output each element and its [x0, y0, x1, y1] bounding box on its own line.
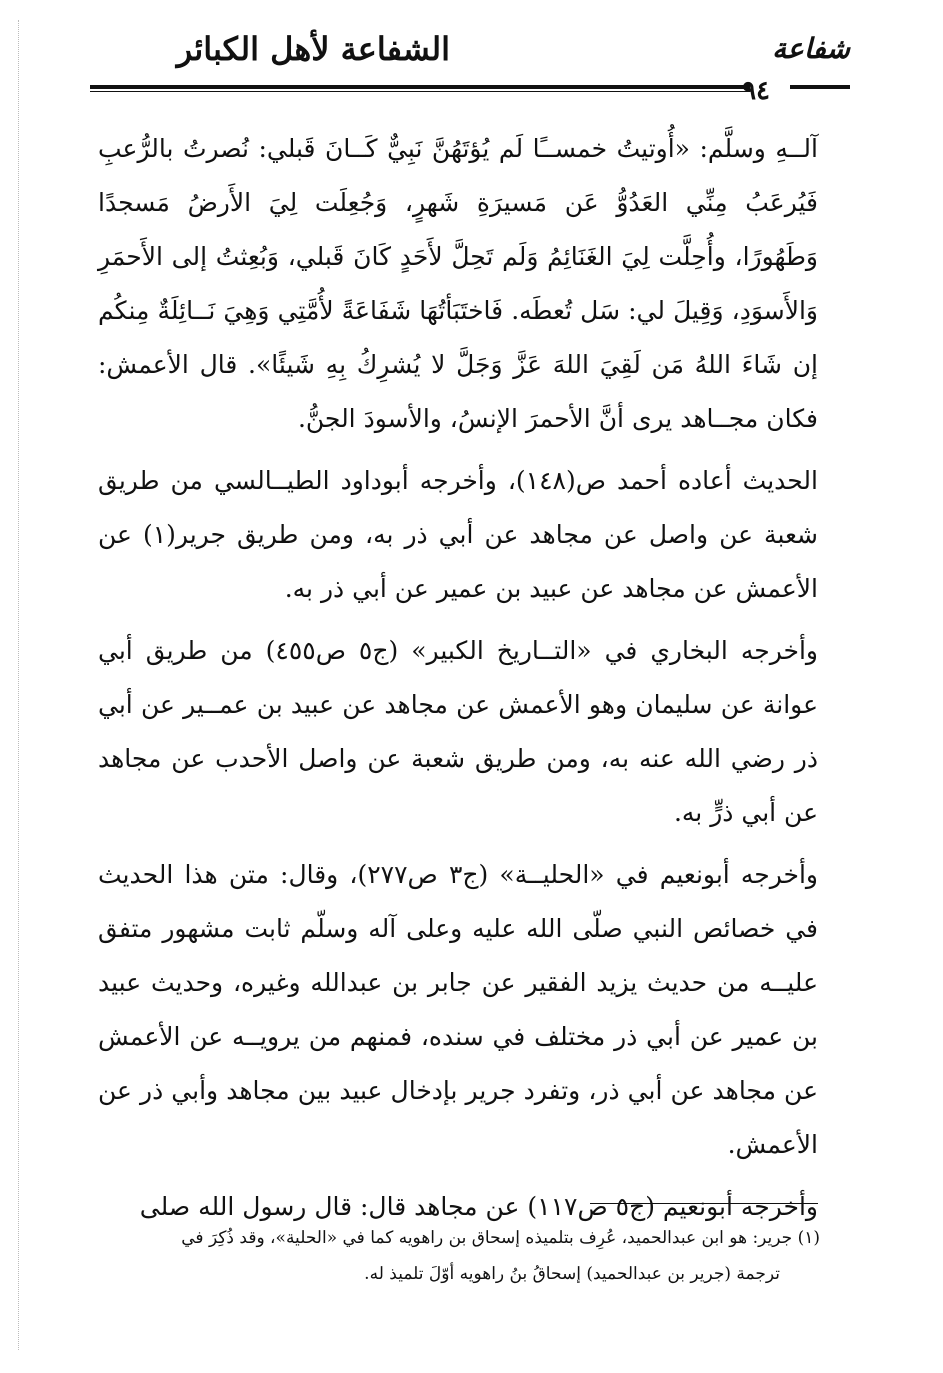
main-text	[98, 122, 818, 1234]
page-number: ٩٤	[742, 76, 770, 106]
paragraph: الحديث أعاده أحمد ص(١٤٨)، وأخرجه أبوداود الطيــالسي من طريق شعبة عن واصل عن مجاهد عن أبي ذر به، ومن طريق جرير(١) عن الأعمش عن مجاهد عن عبيد بن عمير عن أبي ذر به.	[98, 466, 818, 603]
paragraph: آلــهِ وسلَّم: «أُوتيتُ خمســًا لَم يُؤتَهُنَّ نَبِيٌّ كَــانَ قَبلي: نُصرتُ بالرُّعبِ فَيُرعَبُ مِنِّي العَدُوُّ عَن مَسيرَةِ شَهرٍ، وَجُعِلَت لِيَ الأَرضُ مَسجدًا وَطَهُورًا، وأُحِلَّت لِيَ الغَنَائِمُ وَلَم تَحِلَّ لأَحَدٍ كَانَ قَبلي، وَبُعِثتُ إلى الأَحمَرِ وَالأَسوَدِ، وَقِيلَ لي: سَل تُعطَه. فَاختَبَأتُهَا شَفَاعَةً لأُمَّتِي وَهِيَ نَــائِلَةٌ مِنكُم إن شَاءَ اللهُ مَن لَقِيَ اللهَ عَزَّ وَجَلَّ لا يُشرِكُ بِهِ شَيئًا». قال الأعمش: فكان مجــاهد يرى أنَّ الأحمرَ الإنسُ، والأسودَ الجنُّ.	[98, 134, 818, 433]
running-title: الشفاعة لأهل الكبائر	[176, 30, 450, 68]
footnote-line: ترجمة (جرير بن عبدالحميد) إسحاقُ بنُ راهويه أوّلَ تلميذ له.	[364, 1264, 780, 1284]
header-rule	[90, 85, 750, 92]
footnote-line: (١) جرير: هو ابن عبدالحميد، عُرِف بتلميذه إسحاق بن راهويه كما في «الحلية»، وقد ذُكِرَ في	[181, 1228, 820, 1248]
paragraph: وأخرجه أبونعيم في «الحليــة» (ج٣ ص٢٧٧)، وقال: متن هذا الحديث في خصائص النبي صلّى الله عليه وعلى آله وسلّم ثابت مشهور متفق عليــه من حديث يزيد الفقير عن جابر بن عبدالله وغيره، وحديث عبيد بن عمير عن أبي ذر مختلف في سنده، فمنهم من يرويــه عن الأعمش عن مجاهد عن أبي ذر، وتفرد جرير بإدخال عبيد بين مجاهد وأبي ذر عن الأعمش.	[98, 860, 819, 1159]
header-logo: شفاعة	[772, 32, 850, 65]
scan-edge-line	[18, 20, 19, 1350]
footnote-separator	[590, 1203, 818, 1204]
page-header	[90, 30, 850, 120]
footnote	[98, 1220, 820, 1292]
paragraph: وأخرجه أبونعيم (ج٥ ص١١٧) عن مجاهد قال: قال رسول الله صلى	[139, 1192, 818, 1221]
header-rule-short	[790, 85, 850, 89]
paragraph: وأخرجه البخاري في «التــاريخ الكبير» (ج٥ ص٤٥٥) من طريق أبي عوانة عن سليمان وهو الأعمش عن مجاهد عن عبيد بن عمــير عن أبي ذر رضي الله عنه به، ومن طريق شعبة عن واصل الأحدب عن مجاهد عن أبي ذرٍّ به.	[98, 636, 818, 827]
